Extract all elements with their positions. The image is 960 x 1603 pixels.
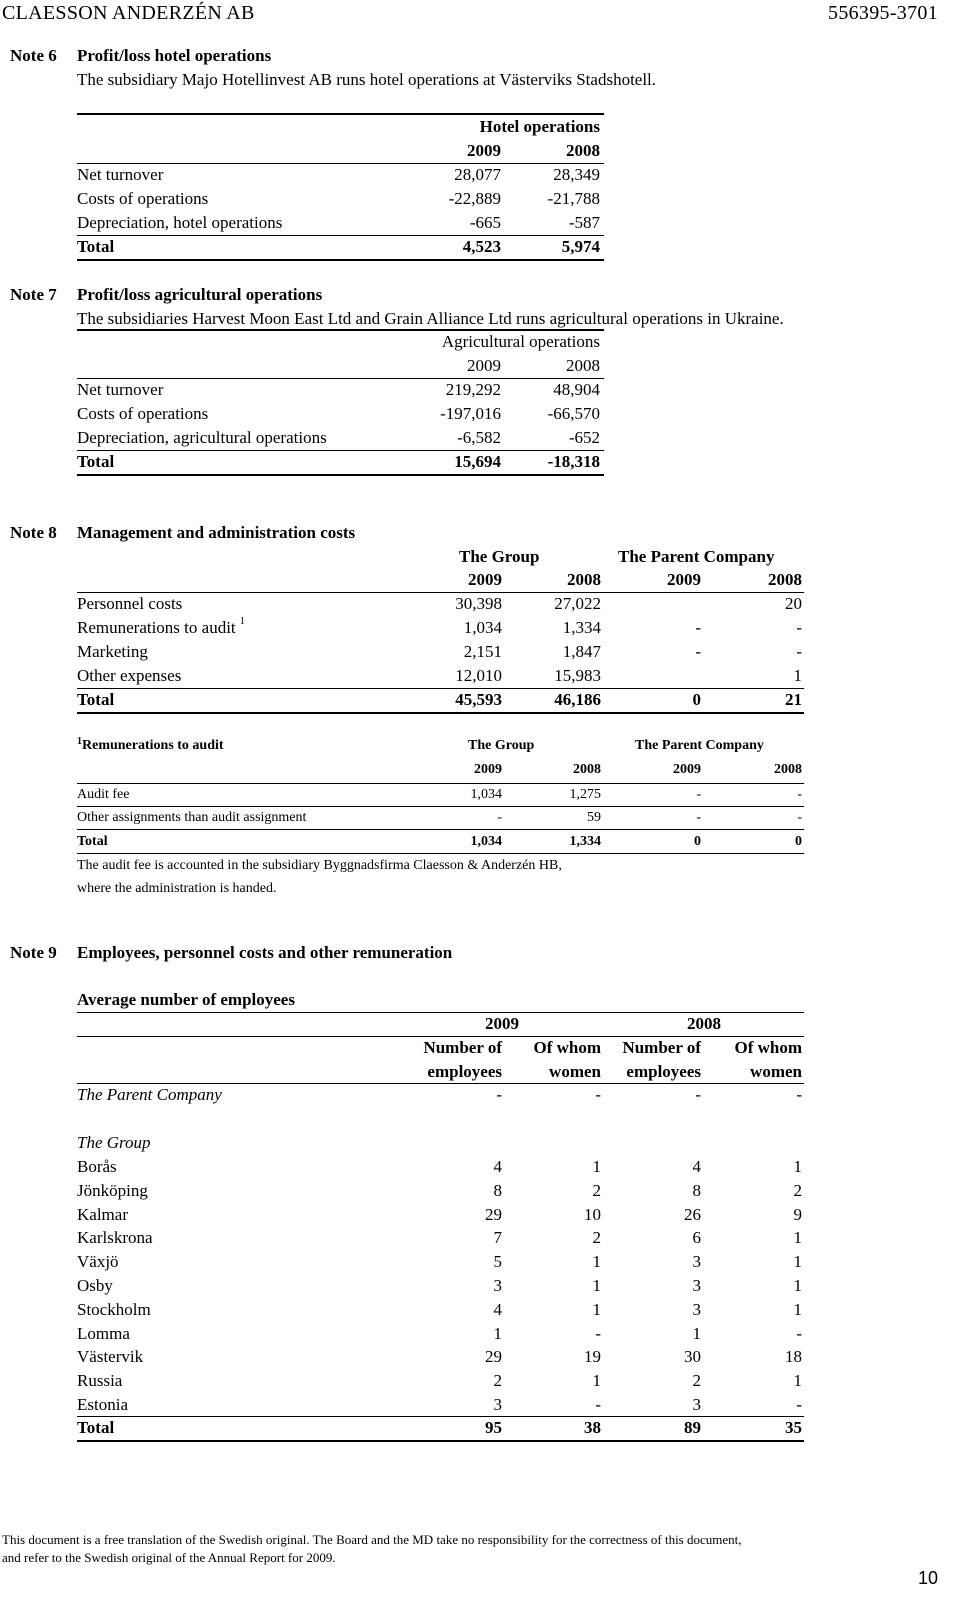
table-row [77, 594, 804, 618]
cell: 29 [485, 1347, 502, 1367]
cell: 21 [785, 690, 802, 709]
row-label: Audit fee [77, 787, 130, 802]
cell: 1 [493, 1323, 502, 1343]
audit-note-line1: The audit fee is accounted in the subsidiary Byggnadsfirma Claesson & Anderzén HB, [77, 858, 562, 873]
cell: 1 [592, 1299, 601, 1319]
cell: 8 [493, 1180, 502, 1200]
audit-title: $^1$Remunerations to audit [77, 736, 224, 753]
company-name: CLAESSON ANDERZÉN AB [2, 2, 255, 24]
audit-header-row [77, 738, 804, 762]
cell: 0 [692, 690, 701, 709]
row-label: Västervik [77, 1347, 144, 1367]
cell-2009: -6,582 [457, 428, 501, 447]
cell: 2 [793, 1180, 802, 1200]
divider [77, 1440, 804, 1442]
cell: 59 [587, 810, 601, 825]
cell-2009: 28,077 [454, 165, 501, 184]
table-row [77, 1252, 804, 1276]
cell: 2 [692, 1371, 701, 1391]
table-row [77, 1085, 804, 1109]
cell: 35 [785, 1418, 802, 1437]
table-row [77, 1205, 804, 1229]
footer-line1: This document is a free translation of the Swedish original. The Board and the MD take no responsibility for the correctness of this document, [2, 1532, 742, 1547]
cell: - [595, 1085, 601, 1104]
cell-2009: -665 [469, 213, 501, 232]
row-label: Total [77, 834, 108, 849]
note9-label: Note 9 [10, 943, 57, 962]
cell: 1,034 [463, 618, 502, 637]
divider [77, 235, 604, 236]
year: 2009 [667, 570, 701, 589]
note6-group-header: Hotel operations [479, 117, 600, 136]
table-row [77, 1276, 804, 1300]
cell: 12,010 [455, 666, 502, 685]
cell: 4 [493, 1299, 502, 1319]
cell: - [497, 810, 502, 825]
year: 2009 [467, 141, 501, 160]
divider [77, 806, 804, 807]
col-header: Number of [423, 1038, 502, 1057]
note8-years-row [77, 570, 804, 594]
note9-years-row [77, 1014, 804, 1038]
row-label: The Group [77, 1133, 151, 1152]
cell: 2 [592, 1228, 601, 1248]
year: 2008 [774, 762, 802, 777]
col-header: women [750, 1062, 802, 1081]
cell: - [696, 810, 701, 825]
table-row [77, 1347, 804, 1371]
cell-2009: 15,694 [454, 452, 501, 471]
row-label: Total [77, 237, 115, 256]
note7-years-row [77, 356, 604, 380]
cell: 1,334 [569, 834, 601, 849]
col-header: Number of [622, 1038, 701, 1057]
parent-header: The Parent Company [618, 547, 775, 566]
cell-2009: 219,292 [445, 380, 501, 399]
cell-2008: -66,570 [547, 404, 600, 423]
row-label: Costs of operations [77, 189, 209, 208]
table-row [77, 642, 804, 666]
cell: 8 [692, 1180, 701, 1200]
cell-2009: 4,523 [462, 237, 501, 256]
cell: - [696, 787, 701, 802]
row-label: Total [77, 690, 115, 709]
year: 2009 [673, 762, 701, 777]
table-row [77, 666, 804, 690]
note9-subtitle: Average number of employees [77, 990, 295, 1009]
cell: 1 [592, 1371, 601, 1391]
year: 2009 [474, 762, 502, 777]
cell: 4 [493, 1157, 502, 1176]
divider [77, 259, 604, 261]
cell: 2 [493, 1371, 502, 1391]
cell: 1 [793, 666, 802, 685]
row-label: Lomma [77, 1323, 130, 1343]
row-label: Borås [77, 1157, 117, 1176]
cell: 26 [684, 1204, 701, 1224]
divider [77, 712, 804, 714]
table-row [77, 165, 604, 189]
cell-2008: -21,788 [547, 189, 600, 208]
note7-group-header: Agricultural operations [441, 332, 600, 351]
parent-header: The Parent Company [635, 738, 764, 753]
cell: 3 [692, 1395, 701, 1414]
divider [77, 1416, 804, 1417]
note6-years-row [77, 141, 604, 165]
divider [77, 853, 804, 854]
cell: 3 [692, 1299, 701, 1319]
row-label: Karlskrona [77, 1228, 153, 1248]
table-row [77, 1181, 804, 1205]
row-label: Remunerations to audit $^1$ [77, 616, 245, 637]
note8-group-headers-row [77, 547, 804, 571]
cell: 0 [795, 834, 802, 849]
cell: 29 [485, 1204, 502, 1224]
cell: - [796, 618, 802, 637]
note8-title: Management and administration costs [77, 523, 356, 542]
note6-group-header-row [77, 117, 604, 141]
cell: 3 [692, 1276, 701, 1295]
year: 2008 [566, 141, 600, 160]
divider [77, 329, 604, 331]
note7-label: Note 7 [10, 285, 57, 304]
cell: - [797, 810, 802, 825]
cell: - [695, 1085, 701, 1104]
row-label: Kalmar [77, 1204, 128, 1224]
row-label: Other assignments than audit assignment [77, 810, 307, 825]
divider [77, 1012, 804, 1013]
divider [77, 829, 804, 830]
row-label: Depreciation, agricultural operations [77, 428, 327, 447]
cell: 1 [793, 1157, 802, 1176]
col-header: Of whom [533, 1038, 601, 1057]
year: 2009 [485, 1014, 519, 1033]
cell: - [796, 1085, 802, 1104]
page-number: 10 [917, 1568, 938, 1588]
footer-line2: and refer to the Swedish original of the Annual Report for 2009. [2, 1550, 336, 1565]
cell: 1 [793, 1276, 802, 1295]
cell: 2 [592, 1180, 601, 1200]
cell: - [695, 642, 701, 661]
divider [77, 378, 604, 379]
cell: 1 [692, 1323, 701, 1343]
cell-2009: -22,889 [448, 189, 501, 208]
col-header: Of whom [734, 1038, 802, 1057]
table-row [77, 1300, 804, 1324]
cell: 1,847 [562, 642, 601, 661]
divider [77, 450, 604, 451]
cell: 19 [584, 1347, 601, 1367]
table-row [77, 618, 804, 642]
row-label: The Parent Company [77, 1085, 222, 1104]
cell: 0 [694, 834, 701, 849]
col-header: employees [626, 1062, 701, 1081]
note6-title: Profit/loss hotel operations [77, 46, 272, 65]
cell: 6 [692, 1228, 701, 1248]
cell-2008: -18,318 [547, 452, 600, 471]
cell: 27,022 [554, 594, 601, 613]
row-label: Total [77, 1418, 115, 1437]
cell-2008: 48,904 [553, 380, 600, 399]
cell: 2,151 [463, 642, 502, 661]
row-label: Osby [77, 1276, 113, 1295]
table-row [77, 189, 604, 213]
divider [77, 688, 804, 689]
cell: 10 [584, 1204, 601, 1224]
cell: 1 [592, 1276, 601, 1295]
table-row [77, 404, 604, 428]
cell: 20 [785, 594, 802, 613]
row-label: Växjö [77, 1252, 119, 1272]
table-row [77, 1371, 804, 1395]
note9-title: Employees, personnel costs and other remuneration [77, 943, 453, 962]
table-row [77, 213, 604, 237]
row-label: Net turnover [77, 165, 164, 184]
cell: - [496, 1085, 502, 1104]
note6-description: The subsidiary Majo Hotellinvest AB runs hotel operations at Västerviks Stadshotell. [77, 70, 657, 89]
cell-2009: -197,016 [440, 404, 501, 423]
total-row [77, 834, 804, 858]
note8-label: Note 8 [10, 523, 57, 542]
row-label: Jönköping [77, 1180, 148, 1200]
cell: - [695, 618, 701, 637]
cell: - [796, 642, 802, 661]
row-label: Total [77, 452, 115, 471]
cell: 1,334 [562, 618, 601, 637]
cell: 30,398 [455, 594, 502, 613]
cell-2008: -652 [568, 428, 600, 447]
cell: 1 [592, 1252, 601, 1272]
cell: 38 [584, 1418, 601, 1437]
row-label: Net turnover [77, 380, 164, 399]
year: 2008 [573, 762, 601, 777]
cell: 15,983 [554, 666, 601, 685]
table-row [77, 810, 804, 834]
cell: 3 [493, 1276, 502, 1295]
table-row [77, 380, 604, 404]
divider [77, 783, 804, 784]
cell: 30 [684, 1347, 701, 1367]
cell: 1,034 [470, 834, 502, 849]
table-row [77, 428, 604, 452]
cell: 18 [785, 1347, 802, 1367]
cell: 4 [692, 1157, 701, 1176]
total-row [77, 1418, 804, 1442]
row-label: Personnel costs [77, 594, 183, 613]
note9-col-headers-1 [77, 1038, 804, 1062]
divider [77, 592, 804, 593]
row-label: Costs of operations [77, 404, 209, 423]
cell: - [595, 1395, 601, 1414]
table-row [77, 1157, 804, 1181]
table-row [77, 787, 804, 811]
row-label: Marketing [77, 642, 148, 661]
divider [77, 1036, 804, 1037]
group-header: The Group [468, 738, 535, 753]
divider [77, 474, 604, 476]
row-label: Depreciation, hotel operations [77, 213, 283, 232]
cell: 45,593 [455, 690, 502, 709]
cell: 5 [493, 1252, 502, 1272]
row-label: Stockholm [77, 1299, 151, 1319]
audit-note-line2: where the administration is handed. [77, 881, 277, 896]
divider [77, 1083, 804, 1084]
note7-title: Profit/loss agricultural operations [77, 285, 323, 304]
note6-label: Note 6 [10, 46, 57, 65]
cell: 1,275 [569, 787, 601, 802]
cell: 95 [485, 1418, 502, 1437]
cell: 3 [692, 1252, 701, 1272]
total-row [77, 237, 604, 261]
cell: - [797, 787, 802, 802]
cell: - [595, 1323, 601, 1343]
table-row [77, 1324, 804, 1348]
year: 2008 [567, 570, 601, 589]
total-row [77, 690, 804, 714]
cell: 3 [493, 1395, 502, 1414]
cell: 1 [793, 1371, 802, 1391]
total-row [77, 452, 604, 476]
year: 2008 [768, 570, 802, 589]
row-label: Russia [77, 1371, 123, 1391]
row-label: Estonia [77, 1395, 128, 1414]
cell: 1,034 [470, 787, 502, 802]
note7-description: The subsidiaries Harvest Moon East Ltd and Grain Alliance Ltd runs agricultural operations in Ukraine. [77, 309, 784, 328]
cell: 1 [793, 1252, 802, 1272]
group-label-row [77, 1133, 804, 1157]
row-label: Other expenses [77, 666, 182, 685]
col-header: women [549, 1062, 601, 1081]
year: 2008 [566, 356, 600, 375]
cell: 1 [793, 1299, 802, 1319]
cell: 9 [793, 1204, 802, 1224]
note7-group-header-row [77, 332, 604, 356]
table-row [77, 1228, 804, 1252]
cell: 1 [793, 1228, 802, 1248]
col-header: employees [427, 1062, 502, 1081]
cell: 7 [493, 1228, 502, 1248]
cell: 89 [684, 1418, 701, 1437]
footnote-marker: 1 [239, 616, 245, 627]
year: 2008 [687, 1014, 721, 1033]
group-header: The Group [459, 547, 540, 566]
cell: 46,186 [554, 690, 601, 709]
year: 2009 [467, 356, 501, 375]
divider [77, 163, 604, 164]
divider [77, 113, 604, 115]
cell-2008: 28,349 [553, 165, 600, 184]
year: 2009 [468, 570, 502, 589]
cell-2008: 5,974 [561, 237, 600, 256]
org-number: 556395-3701 [828, 2, 938, 24]
cell: - [796, 1323, 802, 1343]
cell: - [796, 1395, 802, 1414]
cell: 1 [592, 1157, 601, 1176]
cell-2008: -587 [568, 213, 600, 232]
